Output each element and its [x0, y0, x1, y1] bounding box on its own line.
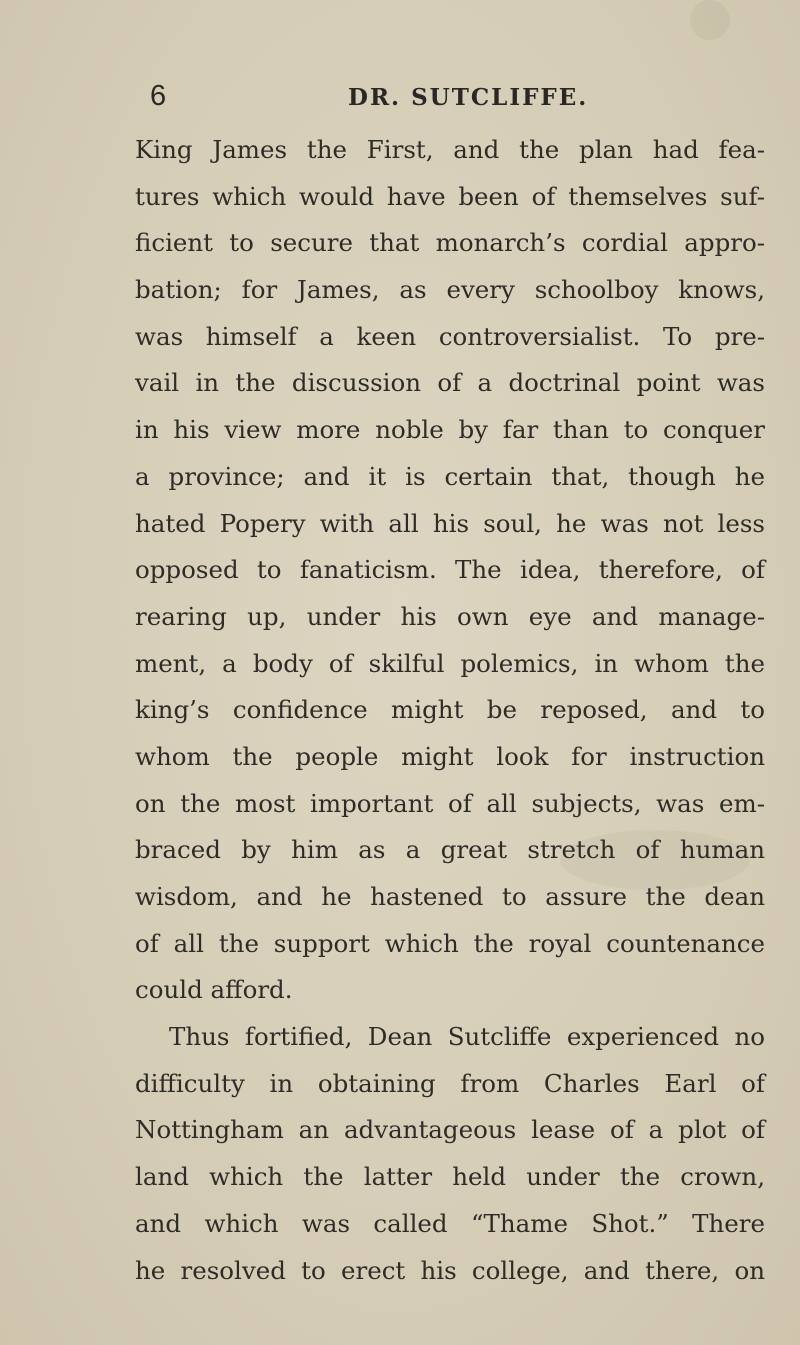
text-line: braced by him as a great stretch of human — [135, 835, 765, 865]
paper-stain — [690, 0, 730, 40]
paragraph — [135, 127, 765, 1014]
text-line: King James the First, and the plan had fea- — [135, 135, 765, 164]
text-line: land which the latter held under the crown, — [135, 1162, 765, 1192]
text-line: could afford. — [135, 975, 293, 1005]
body-text — [135, 127, 765, 1294]
text-line: on the most important of all subjects, was em- — [135, 788, 765, 818]
text-line: opposed to fanaticism. The idea, therefore, of — [135, 555, 765, 585]
running-head: DR. SUTCLIFFE. — [348, 84, 589, 111]
text-line: bation; for James, as every schoolboy knows, — [135, 275, 765, 305]
text-line: of all the support which the royal countenance — [135, 928, 765, 958]
text-line: Thus fortified, Dean Sutcliffe experienced no — [169, 1022, 765, 1052]
text-line: tures which would have been of themselves suf- — [135, 181, 765, 211]
paragraph — [135, 1014, 765, 1294]
text-line: ment, a body of skilful polemics, in whom the — [135, 648, 765, 678]
text-line: Nottingham an advantageous lease of a plot of — [135, 1115, 765, 1145]
page-number: 6 — [150, 80, 167, 112]
text-line: rearing up, under his own eye and manage- — [135, 601, 765, 631]
text-line: vail in the discussion of a doctrinal point was — [135, 368, 765, 398]
text-line: a province; and it is certain that, though he — [135, 461, 765, 491]
text-line: difficulty in obtaining from Charles Earl of — [135, 1068, 765, 1098]
text-line: and which was called “Thame Shot.” There — [135, 1208, 765, 1238]
page-header — [0, 78, 800, 118]
text-line: whom the people might look for instruction — [135, 741, 765, 771]
text-line: ficient to secure that monarch’s cordial appro- — [135, 228, 765, 258]
text-line: was himself a keen controversialist. To pre- — [135, 321, 765, 351]
text-line: wisdom, and he hastened to assure the dean — [135, 882, 765, 911]
text-line: hated Popery with all his soul, he was not less — [135, 508, 765, 538]
text-line: he resolved to erect his college, and there, on — [135, 1255, 765, 1285]
text-line: king’s confidence might be reposed, and to — [135, 695, 765, 725]
text-line: in his view more noble by far than to conquer — [135, 415, 765, 445]
